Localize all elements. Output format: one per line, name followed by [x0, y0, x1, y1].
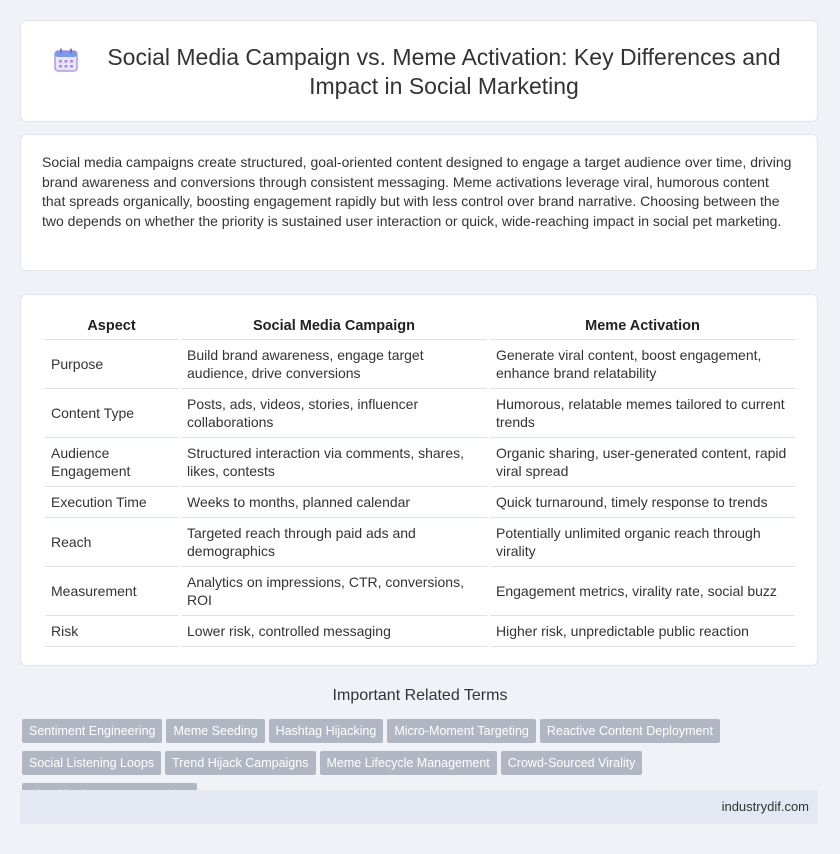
row-campaign: Posts, ads, videos, stories, influencer collaborations: [181, 389, 487, 438]
table-row: [45, 616, 795, 647]
tag-meme-lifecycle-management[interactable]: Meme Lifecycle Management: [320, 751, 497, 775]
row-meme: Higher risk, unpredictable public reaction: [490, 616, 795, 647]
tag-hashtag-hijacking[interactable]: Hashtag Hijacking: [269, 719, 384, 743]
tag-micro-moment-targeting[interactable]: Micro-Moment Targeting: [387, 719, 536, 743]
tag-trend-hijack-campaigns[interactable]: Trend Hijack Campaigns: [165, 751, 315, 775]
row-meme: Generate viral content, boost engagement, enhance brand relatability: [490, 340, 795, 389]
table-row: [45, 340, 795, 389]
row-campaign: Build brand awareness, engage target audience, drive conversions: [181, 340, 487, 389]
tag-crowd-sourced-virality[interactable]: Crowd-Sourced Virality: [501, 751, 643, 775]
table-row: [45, 438, 795, 487]
row-meme: Potentially unlimited organic reach through virality: [490, 518, 795, 567]
row-campaign: Analytics on impressions, CTR, conversions, ROI: [181, 567, 487, 616]
table-row: [45, 567, 795, 616]
table-row: [45, 518, 795, 567]
tag-meme-seeding[interactable]: Meme Seeding: [166, 719, 264, 743]
row-aspect: Reach: [45, 518, 178, 567]
footer-site[interactable]: industrydif.com: [721, 799, 809, 814]
comparison-table: [42, 313, 798, 647]
row-meme: Humorous, relatable memes tailored to current trends: [490, 389, 795, 438]
row-aspect: Purpose: [45, 340, 178, 389]
tag-reactive-content-deployment[interactable]: Reactive Content Deployment: [540, 719, 720, 743]
row-aspect: Content Type: [45, 389, 178, 438]
row-campaign: Weeks to months, planned calendar: [181, 487, 487, 518]
page-title-wrapper: [51, 43, 797, 101]
header-aspect: Aspect: [45, 313, 178, 340]
row-campaign: Targeted reach through paid ads and demographics: [181, 518, 487, 567]
tag-sentiment-engineering[interactable]: Sentiment Engineering: [22, 719, 162, 743]
row-aspect: Measurement: [45, 567, 178, 616]
row-aspect: Execution Time: [45, 487, 178, 518]
row-aspect: Risk: [45, 616, 178, 647]
title-card: [20, 20, 818, 122]
header-meme: Meme Activation: [490, 313, 795, 340]
row-meme: Organic sharing, user-generated content, rapid viral spread: [490, 438, 795, 487]
intro-card: [20, 134, 818, 271]
table-header-row: [45, 313, 795, 340]
page-title: Social Media Campaign vs. Meme Activation: Key Differences and Impact in Social Marketing: [107, 44, 781, 99]
row-campaign: Structured interaction via comments, shares, likes, contests: [181, 438, 487, 487]
related-terms-heading: Important Related Terms: [332, 687, 508, 704]
row-meme: Quick turnaround, timely response to trends: [490, 487, 795, 518]
row-aspect: Audience Engagement: [45, 438, 178, 487]
tag-social-listening-loops[interactable]: Social Listening Loops: [22, 751, 161, 775]
table-row: [45, 487, 795, 518]
footer: [20, 790, 818, 824]
header-campaign: Social Media Campaign: [181, 313, 487, 340]
intro-paragraph: Social media campaigns create structured, goal-oriented content designed to engage a target audience over time, driving brand awareness and conversions through consistent messaging. Meme activations leverage viral, humorous content that spreads organically, boosting engagement rapidly but with less control over brand narrative. Choosing between the two depends on whether the priority is sustained user interaction or quick, wide-reaching impact in social pet marketing.: [42, 154, 792, 229]
comparison-table-card: [20, 294, 818, 666]
row-campaign: Lower risk, controlled messaging: [181, 616, 487, 647]
row-meme: Engagement metrics, virality rate, social buzz: [490, 567, 795, 616]
table-row: [45, 389, 795, 438]
